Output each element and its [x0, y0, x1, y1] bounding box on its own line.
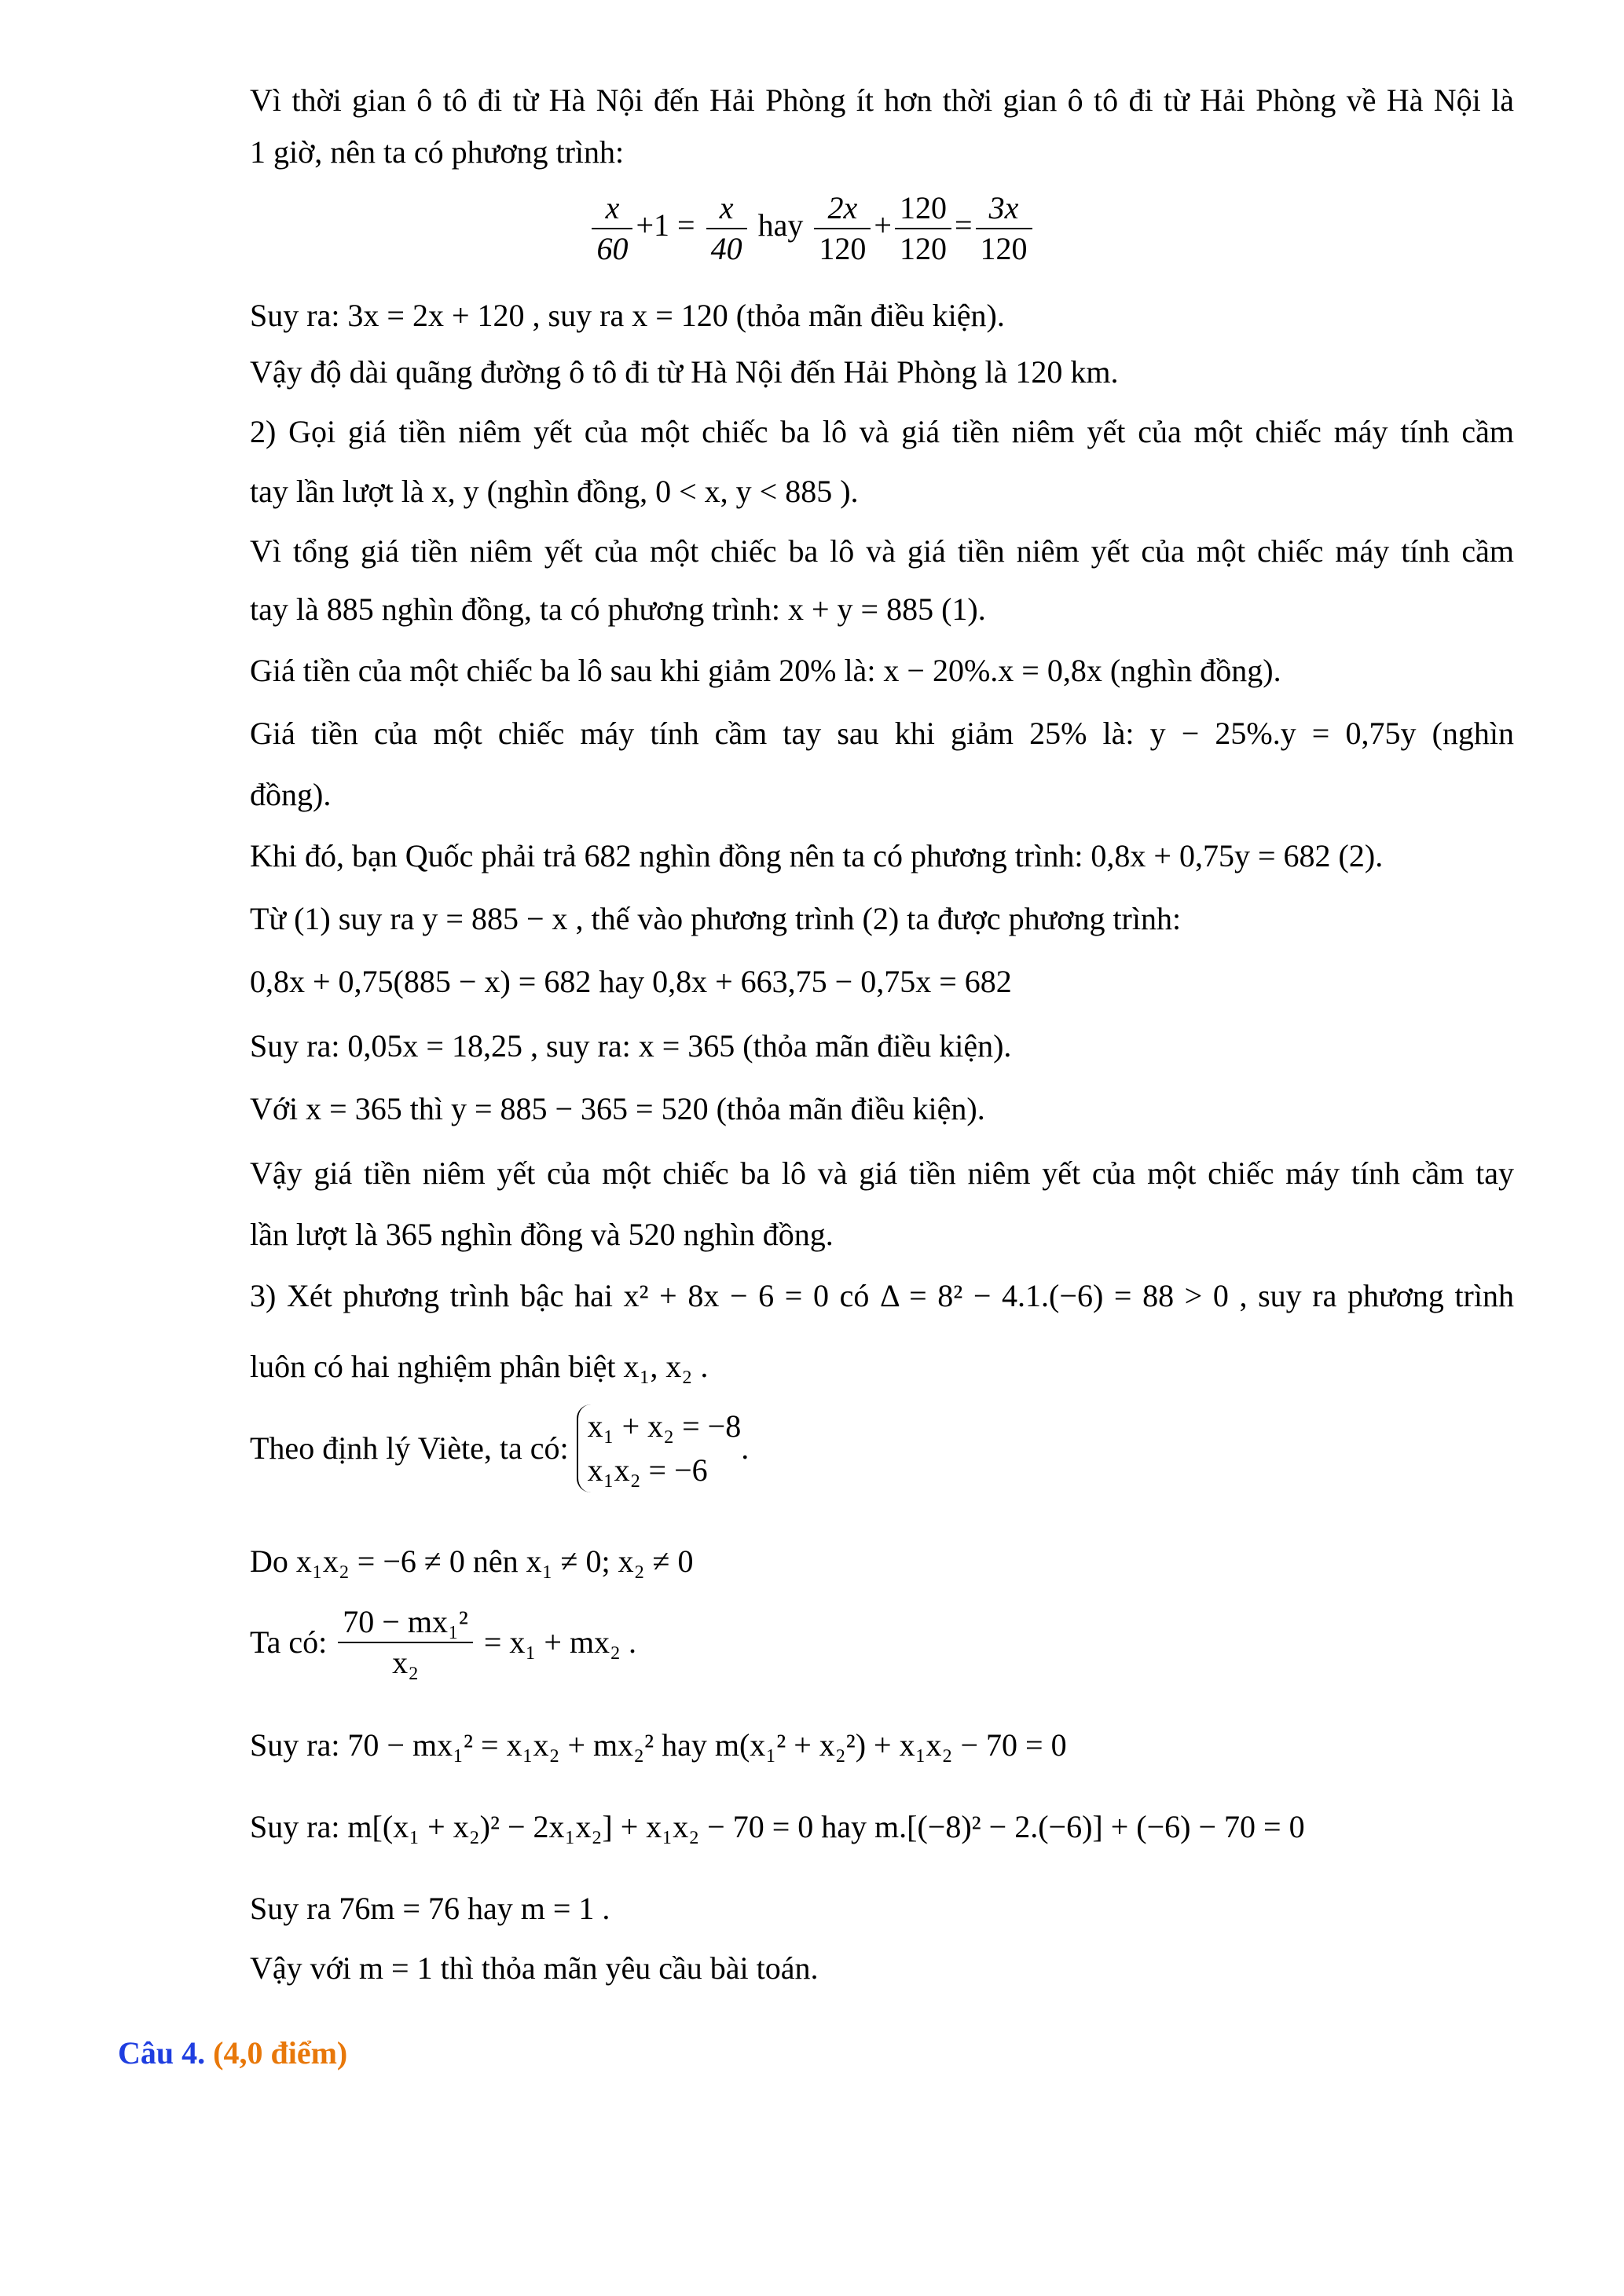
para-line: Từ (1) suy ra y = 885 − x , thế vào phương trình (2) ta được phương trình: [250, 901, 1182, 936]
para-line: tay lần lượt là x, y (nghìn đồng, 0 < x, y < 885 ). [250, 474, 859, 509]
question-points: (4,0 điểm) [213, 2035, 348, 2071]
para-line: 0,8x + 0,75(885 − x) = 682 hay 0,8x + 663,75 − 0,75x = 682 [250, 964, 1012, 999]
para-line: đồng). [250, 777, 332, 812]
para-line: Suy ra: 70 − mx₁² = x₁x₂ + mx₂² hay m(x₁² + x₂²) + x₁x₂ − 70 = 0 [250, 1727, 1067, 1763]
equation-fractions: $\frac{x}{60}$ +1 = $\frac{x}{40}$ hay $\frac{2x}{120}$ + $\frac{120}{120}$ = $\frac{3x}{120}$ [0, 189, 1624, 269]
para-line: Với x = 365 thì y = 885 − 365 = 520 (thỏa mãn điều kiện). [250, 1091, 985, 1126]
para-line: Vì thời gian ô tô đi từ Hà Nội đến Hải Phòng ít hơn thời gian ô tô đi từ Hải Phòng về Hà Nội là [250, 82, 1514, 118]
para-line: 2) Gọi giá tiền niêm yết của một chiếc ba lô và giá tiền niêm yết của một chiếc máy tính cầm [250, 414, 1514, 449]
para-line: Suy ra: 0,05x = 18,25 , suy ra: x = 365 (thỏa mãn điều kiện). [250, 1028, 1012, 1064]
para-line: Suy ra 76m = 76 hay m = 1 . [250, 1891, 610, 1926]
para-line: Suy ra: m[(x₁ + x₂)² − 2x₁x₂] + x₁x₂ − 70 = 0 hay m.[(−8)² − 2.(−6)] + (−6) − 70 = 0 [250, 1809, 1305, 1844]
para-line: Giá tiền của một chiếc ba lô sau khi giảm 20% là: x − 20%.x = 0,8x (nghìn đồng). [250, 653, 1281, 688]
viete-system: Theo định lý Viète, ta có: x₁ + x₂ = −8 x₁x₂ = −6 . [250, 1404, 1514, 1492]
equation-ta-co: Ta có: $\frac{\text{70 − mx₁²}}{\text{x₂}}$ = x₁ + mx₂ . [250, 1604, 636, 1680]
para-line: Vì tổng giá tiền niêm yết của một chiếc ba lô và giá tiền niêm yết của một chiếc máy tính cầm [250, 533, 1514, 569]
para-line: Vậy giá tiền niêm yết của một chiếc ba lô và giá tiền niêm yết của một chiếc máy tính cầm tay [250, 1155, 1514, 1191]
question-heading [118, 2034, 347, 2071]
para-line: lần lượt là 365 nghìn đồng và 520 nghìn đồng. [250, 1217, 834, 1252]
para-line: luôn có hai nghiệm phân biệt x₁, x₂ . [250, 1349, 709, 1384]
para-line: 3) Xét phương trình bậc hai x² + 8x − 6 = 0 có Δ = 8² − 4.1.(−6) = 88 > 0 , suy ra phương trình [250, 1278, 1514, 1313]
para-line: Khi đó, bạn Quốc phải trả 682 nghìn đồng nên ta có phương trình: 0,8x + 0,75y = 682 (2). [250, 838, 1384, 873]
question-label: Câu 4. [118, 2035, 206, 2071]
para-line: Suy ra: 3x = 2x + 120 , suy ra x = 120 (thỏa mãn điều kiện). [250, 298, 1005, 333]
para-line: Vậy độ dài quãng đường ô tô đi từ Hà Nội đến Hải Phòng là 120 km. [250, 354, 1119, 390]
para-line: Giá tiền của một chiếc máy tính cầm tay sau khi giảm 25% là: y − 25%.y = 0,75y (nghìn [250, 716, 1514, 751]
para-line: 1 giờ, nên ta có phương trình: [250, 134, 625, 170]
para-line: Do x₁x₂ = −6 ≠ 0 nên x₁ ≠ 0; x₂ ≠ 0 [250, 1543, 694, 1579]
para-line: Vậy với m = 1 thì thỏa mãn yêu cầu bài toán. [250, 1950, 819, 1986]
para-line: tay là 885 nghìn đồng, ta có phương trình: x + y = 885 (1). [250, 591, 986, 627]
